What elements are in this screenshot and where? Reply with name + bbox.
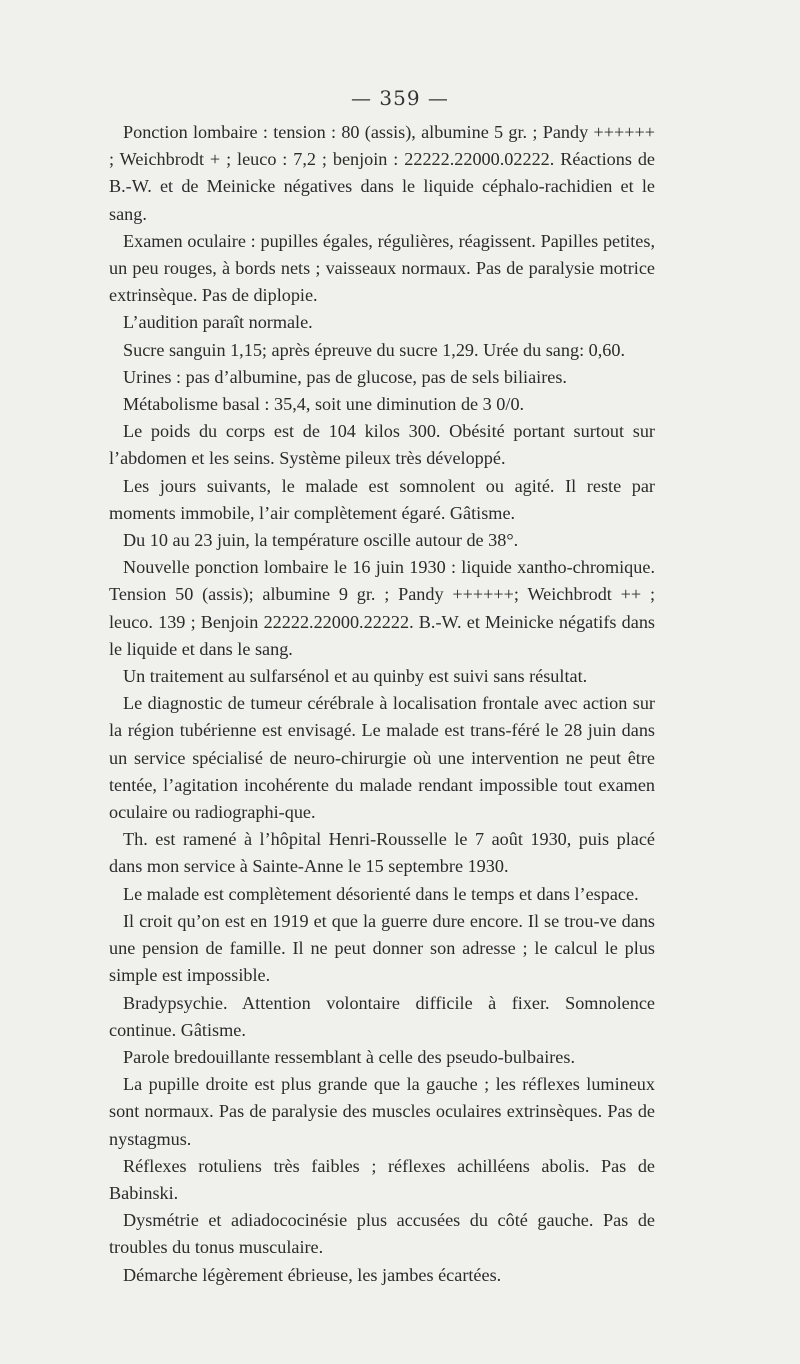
paragraph-temperature: Du 10 au 23 juin, la température oscille autour de 38°. xyxy=(123,530,519,551)
paragraph-reflexes: Réflexes rotuliens très faibles ; réflexes achilléens abolis. Pas de Babinski. xyxy=(109,1155,655,1203)
paragraph-pupils: La pupille droite est plus grande que la gauche ; les réflexes lumineux sont normaux. Pas de paralysie des muscles oculaires extrinsèques. Pas de nystagmus. xyxy=(109,1074,655,1149)
paragraph-return: Th. est ramené à l’hôpital Henri-Rousselle le 7 août 1930, puis placé dans mon service à Sainte-Anne le 15 septembre 1930. xyxy=(109,829,655,877)
paragraph-urine: Urines : pas d’albumine, pas de glucose, pas de sels biliaires. xyxy=(123,366,567,387)
paragraph-disorientation: Le malade est complètement désorienté dans le temps et dans l’espace. xyxy=(123,883,639,904)
paragraph-metabolism: Métabolisme basal : 35,4, soit une diminution de 3 0/0. xyxy=(123,394,525,415)
paragraph-bradypsychia: Bradypsychie. Attention volontaire difficile à fixer. Somnolence continue. Gâtisme. xyxy=(109,992,655,1040)
paragraph-belief: Il croit qu’on est en 1919 et que la guerre dure encore. Il se trou-ve dans une pension de famille. Il ne peut donner son adresse ; le calcul le plus simple est impossible. xyxy=(109,910,655,986)
paragraph-dysmetria: Dysmétrie et adiadococinésie plus accusées du côté gauche. Pas de troubles du tonus musculaire. xyxy=(109,1210,655,1258)
paragraph-following-days: Les jours suivants, le malade est somnolent ou agité. Il reste par moments immobile, l’air complètement égaré. Gâtisme. xyxy=(109,475,655,523)
page-body xyxy=(109,119,655,1289)
paragraph-hearing: L’audition paraît normale. xyxy=(123,312,313,333)
paragraph-lumbar-puncture: Ponction lombaire : tension : 80 (assis), albumine 5 gr. ; Pandy ++++++ ; Weichbrodt + ; leuco : 7,2 ; benjoin : 22222.22000.02222. Réactions de B.-W. et de Meinicke négatives dans le liquide céphalo-rachidien et le sang. xyxy=(109,122,655,224)
paragraph-treatment: Un traitement au sulfarsénol et au quinby est suivi sans résultat. xyxy=(123,666,588,687)
paragraph-blood-sugar: Sucre sanguin 1,15; après épreuve du sucre 1,29. Urée du sang: 0,60. xyxy=(123,339,626,360)
paragraph-body-weight: Le poids du corps est de 104 kilos 300. Obésité portant surtout sur l’abdomen et les seins. Système pileux très développé. xyxy=(109,421,655,469)
page-number: — 359 — xyxy=(351,86,449,110)
paragraph-diagnosis: Le diagnostic de tumeur cérébrale à localisation frontale avec action sur la région tubérienne est envisagé. Le malade est trans-féré le 28 juin dans un service spécialisé de neuro-chirurgie où une intervention ne peut être tentée, l’agitation incohérente du malade rendant impossible tout examen oculaire ou radiographi-que. xyxy=(109,693,655,823)
paragraph-gait: Démarche légèrement ébrieuse, les jambes écartées. xyxy=(123,1264,502,1285)
paragraph-eye-exam: Examen oculaire : pupilles égales, régulières, réagissent. Papilles petites, un peu rouges, à bords nets ; vaisseaux normaux. Pas de paralysie motrice extrinsèque. Pas de diplopie. xyxy=(109,230,655,306)
paragraph-second-puncture: Nouvelle ponction lombaire le 16 juin 1930 : liquide xantho-chromique. Tension 50 (assis); albumine 9 gr. ; Pandy ++++++; Weichbrodt ++ ; leuco. 139 ; Benjoin 22222.22000.22222. B.-W. et Meinicke négatifs dans le liquide et dans le sang. xyxy=(109,557,655,659)
paragraph-speech: Parole bredouillante ressemblant à celle des pseudo-bulbaires. xyxy=(123,1046,576,1067)
